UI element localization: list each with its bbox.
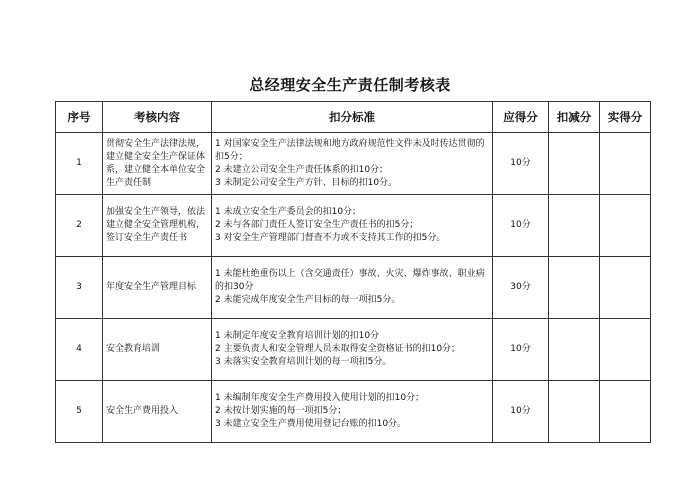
criteria-line: 1 未成立安全生产委员会的扣10分；	[215, 207, 362, 217]
header-seq: 序号	[56, 102, 103, 133]
header-row	[56, 102, 651, 133]
row-seq: 1	[56, 133, 103, 195]
header-deduct: 扣减分	[549, 102, 600, 133]
row-content: 加强安全生产领导，依法建立健全安全管理机构，签订安全生产责任书	[103, 195, 212, 257]
row-seq: 5	[56, 381, 103, 443]
row-score: 10分	[493, 195, 549, 257]
table-row	[56, 319, 651, 381]
criteria-line: 1 未制定年度安全教育培训计划的扣10分	[215, 331, 380, 341]
criteria-line: 3 未落实安全教育培训计划的每一项扣5分。	[215, 357, 392, 367]
row-actual	[600, 319, 651, 381]
header-due: 应得分	[493, 102, 549, 133]
row-deduct	[549, 133, 600, 195]
header-actual: 实得分	[600, 102, 651, 133]
assessment-table	[55, 101, 651, 443]
row-content: 贯彻安全生产法律法规，建立健全安全生产保证体系，建立健全本单位安全生产责任制	[103, 133, 212, 195]
row-score: 10分	[493, 381, 549, 443]
row-criteria	[212, 319, 493, 381]
row-criteria	[212, 257, 493, 319]
header-standard: 扣分标准	[212, 102, 493, 133]
row-score: 10分	[493, 319, 549, 381]
row-actual	[600, 257, 651, 319]
row-deduct	[549, 257, 600, 319]
row-content: 年度安全生产管理目标	[103, 257, 212, 319]
criteria-line: 2 未能完成年度安全生产目标的每一项扣5分。	[215, 295, 401, 305]
criteria-line: 2 未建立公司安全生产责任体系的扣10分；	[215, 164, 389, 175]
row-criteria	[212, 381, 493, 443]
criteria-line: 3 未建立安全生产费用使用登记台账的扣10分。	[215, 419, 407, 429]
row-seq: 4	[56, 319, 103, 381]
criteria-line: 1 对国家安全生产法律法规和地方政府规范性文件未及时传达贯彻的扣5分；	[215, 138, 485, 162]
table-row	[56, 257, 651, 319]
row-criteria	[212, 133, 493, 195]
row-content: 安全教育培训	[103, 319, 212, 381]
row-actual	[600, 133, 651, 195]
row-actual	[600, 381, 651, 443]
row-deduct	[549, 381, 600, 443]
header-content: 考核内容	[103, 102, 212, 133]
criteria-line: 1 未编制年度安全生产费用投入使用计划的扣10分；	[215, 393, 425, 403]
row-deduct	[549, 319, 600, 381]
table-row	[56, 381, 651, 443]
row-seq: 2	[56, 195, 103, 257]
row-actual	[600, 195, 651, 257]
row-deduct	[549, 195, 600, 257]
criteria-line: 2 主要负责人和安全管理人员未取得安全资格证书的扣10分；	[215, 344, 461, 354]
row-seq: 3	[56, 257, 103, 319]
table-row	[56, 195, 651, 257]
table-row	[56, 133, 651, 195]
criteria-line: 2 未按计划实施的每一项扣5分；	[215, 406, 347, 416]
row-content: 安全生产费用投入	[103, 381, 212, 443]
criteria-line: 1 未能杜绝重伤以上（含交通责任）事故、火灾、爆炸事故、职业病的扣30分	[215, 269, 485, 292]
row-score: 10分	[493, 133, 549, 195]
criteria-line: 3 对安全生产管理部门督查不力或不支持其工作的扣5分。	[215, 233, 446, 243]
criteria-line: 3 未制定公司安全生产方针、目标的扣10分。	[215, 177, 398, 188]
page-title: 总经理安全生产责任制考核表	[249, 76, 451, 94]
row-criteria	[212, 195, 493, 257]
row-score: 30分	[493, 257, 549, 319]
criteria-line: 2 未与各部门责任人签订安全生产责任书的扣5分；	[215, 220, 419, 230]
